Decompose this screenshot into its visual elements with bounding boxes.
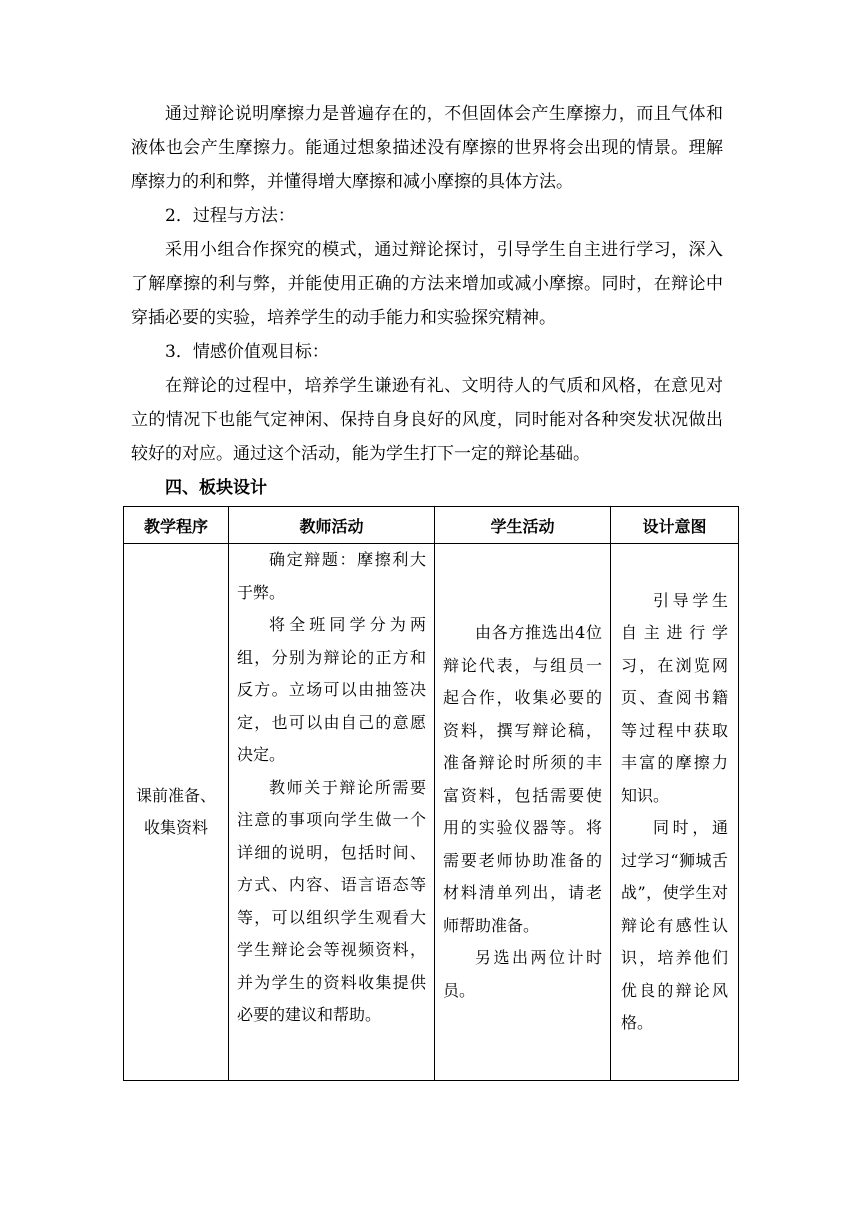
table-header-row [124,507,739,544]
process-method-heading: 2．过程与方法： [165,206,295,226]
student-activity-cell [435,544,611,1081]
header-design-intent: 设计意图 [611,507,739,544]
process-method-text: 采用小组合作探究的模式，通过辩论探讨，引导学生自主进行学习，深入了解摩擦的利与弊，并能使用正确的方法来增加或减小摩擦。同时，在辩论中穿插必要的实验，培养学生的动手能力和实验探究精神。 [131,240,723,328]
header-procedure: 教学程序 [124,507,229,544]
teacher-activity-paragraph: 确定辩题：摩擦利大于弊。 [237,550,426,602]
section-title: 四、板块设计 [165,478,267,498]
teacher-activity-paragraph: 教师关于辩论所需要注意的事项向学生做一个详细的说明，包括时间、方式、内容、语言语态等等，可以组织学生观看大学生辩论会等视频资料，并为学生的资料收集提供必要的建议和帮助。 [237,777,426,1024]
design-intent-paragraph: 同时，通过学习“狮城舌战”，使学生对辩论有感性认识，培养他们优良的辩论风格。 [621,818,728,1032]
stage-cell [124,544,229,1081]
emotion-values-heading: 3．情感价值观目标： [165,342,329,362]
intro-paragraph: 通过辩论说明摩擦力是普遍存在的，不但固体会产生摩擦力，而且气体和液体也会产生摩擦力。能通过想象描述没有摩擦的世界将会出现的情景。理解摩擦力的利和弊，并懂得增大摩擦和减小摩擦的具体方法。 [131,104,723,192]
student-activity-paragraph: 另选出两位计时员。 [443,948,602,1000]
board-design-table [123,506,739,1081]
header-teacher-activity: 教师活动 [229,507,435,544]
teacher-activity-cell [229,544,435,1081]
teacher-activity-paragraph: 将全班同学分为两组，分别为辩论的正方和反方。立场可以由抽签决定，也可以由自己的意愿决定。 [237,615,426,764]
design-intent-paragraph: 引导学生自主进行学习，在浏览网页、查阅书籍等过程中获取丰富的摩擦力知识。 [621,590,728,805]
emotion-values-text: 在辩论的过程中，培养学生谦逊有礼、文明待人的气质和风格，在意见对立的情况下也能气定神闲、保持自身良好的风度，同时能对各种突发状况做出较好的对应。通过这个活动，能为学生打下一定的辩论基础。 [131,376,723,464]
table-row [124,544,739,1081]
stage-text: 课前准备、收集资料 [135,785,216,837]
student-activity-paragraph: 由各方推选出4位辩论代表，与组员一起合作，收集必要的资料，撰写辩论稿，准备辩论时所须的丰富资料，包括需要使用的实验仪器等。将需要老师协助准备的材料清单列出，请老师帮助准备。 [443,623,602,935]
design-intent-cell [611,544,739,1081]
header-student-activity: 学生活动 [435,507,611,544]
